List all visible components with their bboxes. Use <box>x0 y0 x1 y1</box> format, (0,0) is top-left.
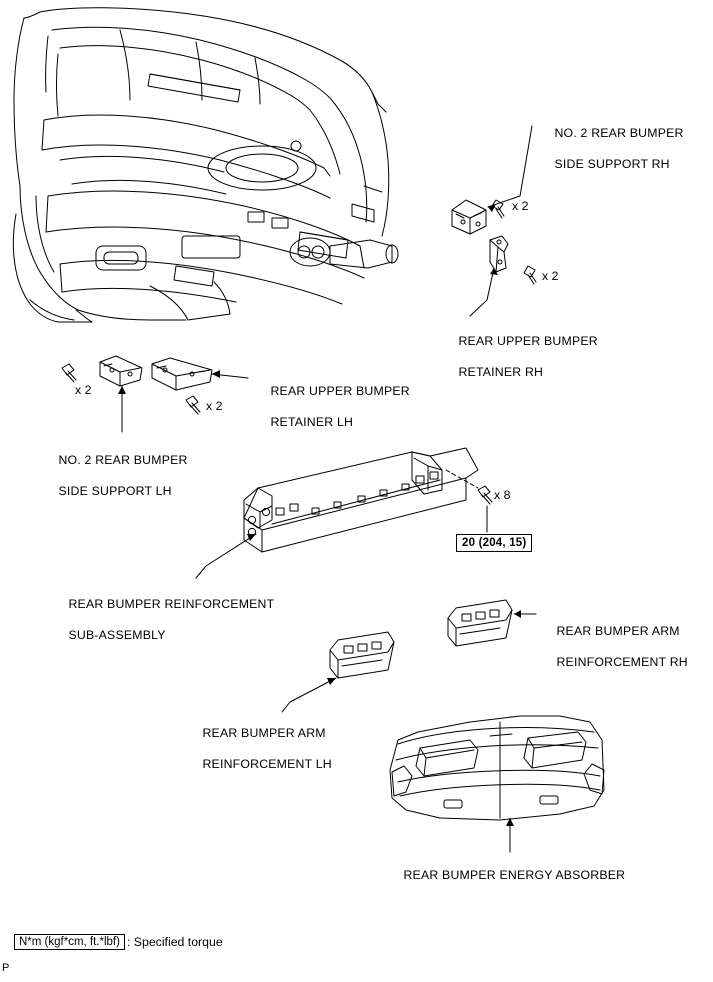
callout-line-2: REINFORCEMENT LH <box>202 756 332 771</box>
callout-line-1: REAR BUMPER ARM <box>556 623 680 638</box>
callout-retainer-rh <box>444 318 598 396</box>
callout-line-1: REAR BUMPER ARM <box>202 725 326 740</box>
leader-retainer-rh <box>470 268 494 316</box>
callout-line-2: SIDE SUPPORT RH <box>554 156 670 171</box>
callout-line-1: REAR UPPER BUMPER <box>270 383 410 398</box>
qty-retainer-lh: x 2 <box>206 399 223 413</box>
vehicle-rear-body-illustration <box>13 8 398 322</box>
callout-line-1: NO. 2 REAR BUMPER <box>58 452 188 467</box>
callout-line-1: REAR BUMPER REINFORCEMENT <box>68 596 275 611</box>
part-arm-reinforcement-rh <box>448 600 512 646</box>
callout-line-1: REAR UPPER BUMPER <box>458 333 598 348</box>
part-no2-side-support-lh <box>100 356 142 386</box>
callout-line-2: REINFORCEMENT RH <box>556 654 688 669</box>
legend-unit-box: N*m (kgf*cm, ft.*lbf) <box>14 934 125 950</box>
part-retainer-lh <box>152 358 212 390</box>
leader-arm-reinforcement-lh <box>282 678 336 712</box>
bolt-reinforcement <box>478 486 492 504</box>
part-no2-side-support-rh <box>452 200 486 234</box>
qty-retainer-rh: x 2 <box>542 269 559 283</box>
callout-no2-side-support-lh <box>44 437 188 515</box>
callout-arm-reinforcement-lh <box>188 710 332 788</box>
callout-line-2: SIDE SUPPORT LH <box>58 483 172 498</box>
leader-reinforcement <box>196 534 256 578</box>
part-arm-reinforcement-lh <box>330 632 394 678</box>
part-retainer-rh <box>490 236 508 272</box>
qty-side-support-lh: x 2 <box>75 383 92 397</box>
torque-legend <box>14 934 223 950</box>
callout-reinforcement-sub-assembly <box>54 581 274 659</box>
qty-reinforcement-bolts: x 8 <box>494 488 511 502</box>
part-bumper-reinforcement <box>244 448 478 552</box>
legend-description: : Specified torque <box>126 935 223 949</box>
bolt-retainer-lh <box>186 396 200 414</box>
bolt-side-support-rh <box>492 200 504 218</box>
callout-arm-reinforcement-rh <box>542 608 688 686</box>
qty-side-support-rh: x 2 <box>512 199 529 213</box>
callout-line-2: RETAINER RH <box>458 364 544 379</box>
callout-line-2: RETAINER LH <box>270 414 354 429</box>
bolt-side-support-lh <box>62 364 76 382</box>
callout-line-1: NO. 2 REAR BUMPER <box>554 125 684 140</box>
callout-retainer-lh <box>256 368 410 446</box>
bolt-retainer-rh <box>524 266 536 284</box>
callout-line-2: SUB-ASSEMBLY <box>68 627 166 642</box>
callout-no2-side-support-rh <box>540 110 684 188</box>
page-mark: P <box>2 962 10 974</box>
torque-spec-reinforcement: 20 (204, 15) <box>456 534 532 552</box>
leader-side-support-rh <box>488 126 532 207</box>
callout-line-1: REAR BUMPER ENERGY ABSORBER <box>403 867 626 882</box>
part-energy-absorber <box>390 716 604 820</box>
callout-energy-absorber <box>389 852 625 899</box>
